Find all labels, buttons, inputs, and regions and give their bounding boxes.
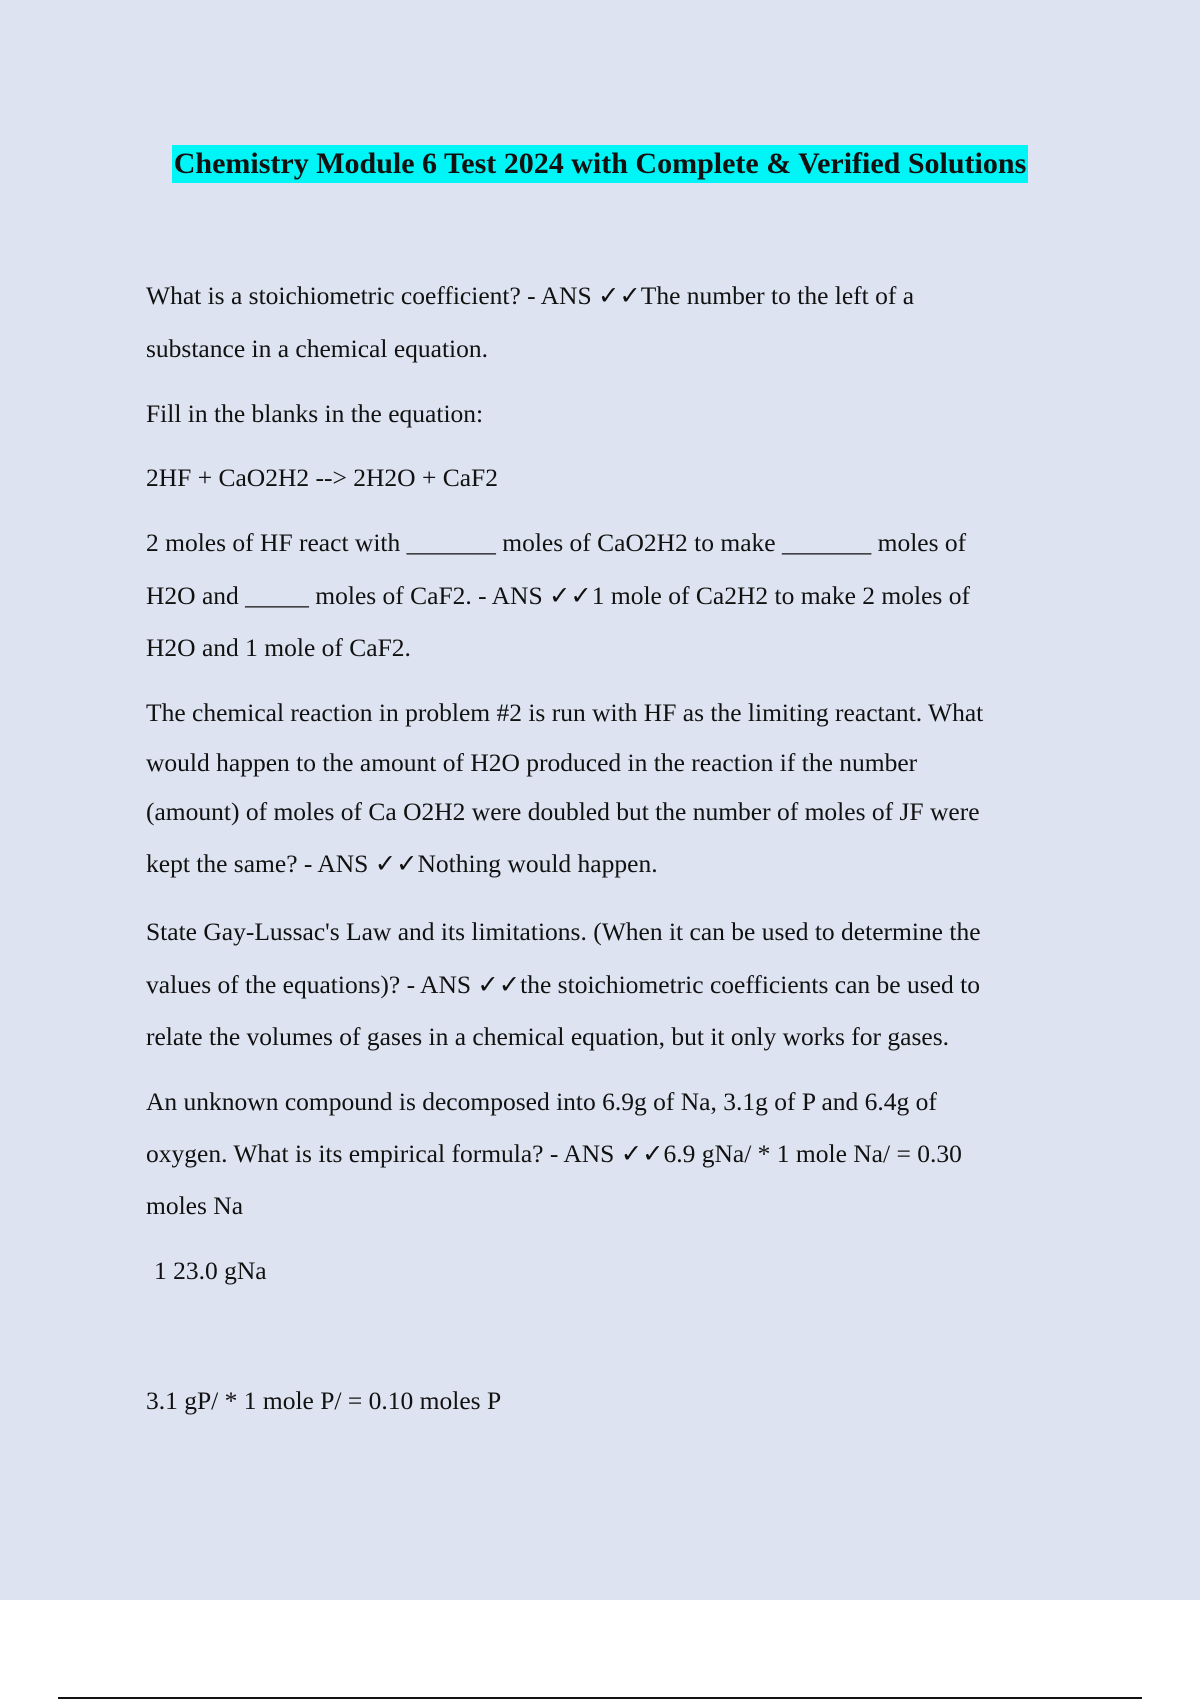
footer-divider <box>58 1697 1142 1699</box>
text-line: An unknown compound is decomposed into 6.9g of Na, 3.1g of P and 6.4g of <box>146 1087 937 1116</box>
text-line: The chemical reaction in problem #2 is run with HF as the limiting reactant. What <box>146 698 984 727</box>
text-line: 1 23.0 gNa <box>154 1256 267 1285</box>
equation-line: 2HF + CaO2H2 --> 2H2O + CaF2 <box>146 463 498 492</box>
text-line: kept the same? - ANS ✓✓Nothing would happen. <box>146 849 658 878</box>
title-container <box>0 145 1200 183</box>
text-line: State Gay-Lussac's Law and its limitations. (When it can be used to determine the <box>146 917 981 946</box>
document-title: Chemistry Module 6 Test 2024 with Complete & Verified Solutions <box>172 145 1029 183</box>
text-line: (amount) of moles of Ca O2H2 were doubled but the number of moles of JF were <box>146 797 980 826</box>
text-line: Fill in the blanks in the equation: <box>146 399 484 428</box>
text-line: would happen to the amount of H2O produced in the reaction if the number <box>146 748 918 777</box>
text-line: H2O and 1 mole of CaF2. <box>146 633 411 662</box>
text-line: 3.1 gP/ * 1 mole P/ = 0.10 moles P <box>146 1386 502 1415</box>
text-line: What is a stoichiometric coefficient? - ANS ✓✓The number to the left of a <box>146 281 915 310</box>
text-line: 2 moles of HF react with _______ moles of CaO2H2 to make _______ moles of <box>146 528 967 557</box>
text-line: relate the volumes of gases in a chemical equation, but it only works for gases. <box>146 1022 950 1051</box>
text-line: moles Na <box>146 1191 244 1220</box>
text-line: values of the equations)? - ANS ✓✓the stoichiometric coefficients can be used to <box>146 970 980 999</box>
text-line: substance in a chemical equation. <box>146 334 488 363</box>
text-line: H2O and _____ moles of CaF2. - ANS ✓✓1 mole of Ca2H2 to make 2 moles of <box>146 581 970 610</box>
text-line: oxygen. What is its empirical formula? - ANS ✓✓6.9 gNa/ * 1 mole Na/ = 0.30 <box>146 1139 962 1168</box>
